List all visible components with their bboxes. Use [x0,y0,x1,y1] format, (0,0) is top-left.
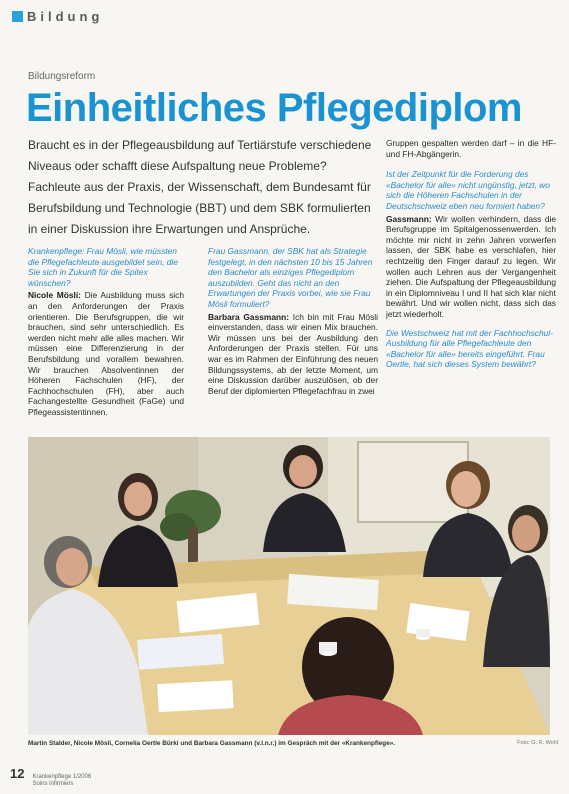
speaker-name: Gassmann: [386,213,432,224]
section-tag [12,9,103,24]
speaker-name: Barbara Gassmann: [208,311,290,322]
interview-question: Ist der Zeitpunkt für die Forderung des «Bachelor für alle» nicht ungünstig, jetzt, wo sich die Höheren Fachschulen in der Deutschschweiz eben neu formiert haben? [386,169,550,211]
page-footer [10,766,91,788]
answer-text: Die Ausbildung muss sich an den Anforderungen der Praxis orientieren. Die Berufsgruppen, die wir brauchen, sind sehr unterschiedlich. Es werden nicht mehr alle alles machen. Wir müssen eine Differenzierung in der Berufsbildung und vorallem bewahren. Wir brauchen Absolventinnen der Höheren Fachschulen (HF), der Fachhochschulen (FH), aber auch Fachangestellte Gesundheit (FaGe) und Pflegeassistentinnen. [28,290,185,417]
interview-answer [386,214,556,320]
caption-text: Martin Stalder, Nicole Mösli, Cornelia Oertle Bürki und Barbara Gassmann (v.l.n.r.) im Gespräch mit der «Krankenpflege». [28,740,396,747]
interview-question: Krankenpflege: Frau Mösli, wie müssten die Pflegefachleute ausgebildet sein, die Sie sich in Zukunft für die Spitex wünschen? [28,246,178,288]
speaker-name: Nicole Mösli: [28,290,81,301]
article-column-2 [208,246,378,399]
article-column-3 [386,138,556,372]
answer-text: Ich bin mit Frau Mösli einverstanden, dass wir einen Mix brauchen. Wir müssen uns bei der Ausbildung den Anforderungen der Praxis stellen. Für uns war es im Rahmen der Einführung des neuen Bildungssystems, ab der letzte Moment, um eine Diskussion darüber auszulösen, ob der Beruf der diplomierten Pflegefachfrau in zwei [208,311,378,396]
section-square-icon [12,11,23,22]
kicker: Bildungsreform [28,71,96,82]
section-label: Bildung [27,9,104,24]
answer-text: Wir wollen verhindern, dass die Berufsgruppe im Spitalgenossenwerden. Ich möchte mir nicht in zehn Jahren vorwerfen lassen, der SBK habe es verschlafen, hier rechtzeitig den Finger darauf zu legen. Wir wollen auch Lehren aus der Vergangenheit ziehen. Die Aufspaltung der Pflegeausbildung in ein Diplomniveau I und II hat sich klar nicht bewährt. Und wir wollen nicht, dass sich das jetzt wiederholt. [386,213,557,319]
interview-answer [208,312,378,397]
photo-caption [28,740,558,747]
headline: Einheitliches Pflegediplom [26,86,522,130]
interview-answer [28,290,184,417]
lead-paragraph: Braucht es in der Pflegeausbildung auf Tertiärstufe verschiedene Niveaus oder schafft diese Aufspaltung neue Probleme? Fachleute aus der Praxis, der Wissenschaft, dem Bundesamt für Berufsbildung und Technologie (BBT) und dem SBK formulierten in einer Diskussion ihre Erwartungen und Ansprüche. [28,138,372,236]
interview-question-2: Die Westschweiz hat mit der Fachhochschul-Ausbildung für alle Pflegefachleute den «Bachelor für alle» bereits eingeführt. Frau Oertle, hat sich dieses System bewährt? [386,327,553,370]
interview-question: Frau Gassmann, der SBK hat als Strategie festgelegt, in den nächsten 10 bis 15 Jahren den Bachelor als einziges Pflegediplom auszubilden. Geht das nicht an den Erwartungen der Praxis vorbei, wie sie Frau Mösli formuliert? [208,246,373,309]
article-column-1 [28,246,184,421]
photo-credit: Foto: G. R. Wohl [517,740,558,746]
publication-info [32,774,91,788]
publication-name: Krankenpflege 1/2006 [32,774,92,780]
discussion-photo [28,437,550,735]
publication-subtitle: Soins infirmiers [32,781,74,787]
continuation-text: Gruppen gespalten werden darf – in die HF- und FH-Abgängerin. [386,138,556,159]
page-number: 12 [10,766,25,781]
discussion-photo-illustration [28,437,550,735]
